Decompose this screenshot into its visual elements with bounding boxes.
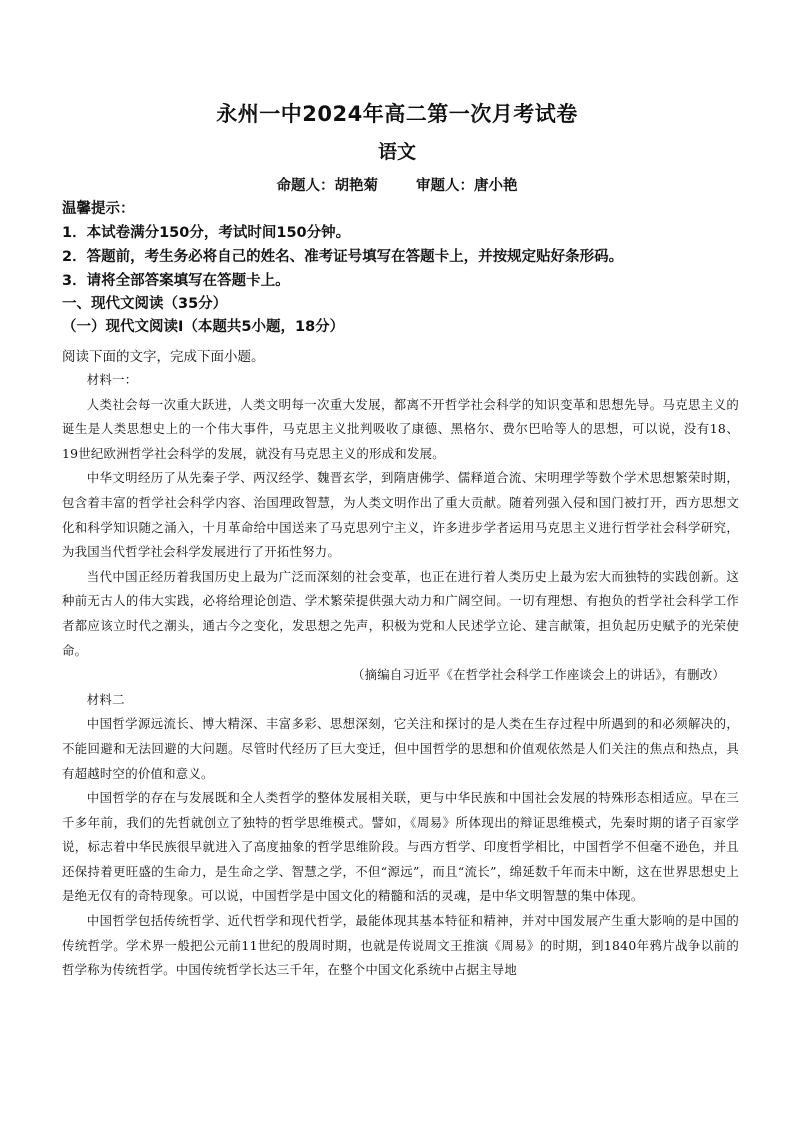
note-item: 1．本试卷满分150分，考试时间150分钟。 (62, 225, 351, 241)
reading-passage (62, 368, 739, 983)
setter-name: 命题人：胡艳菊 (276, 178, 378, 194)
exam-title: 永州一中2024年高二第一次月考试卷 (216, 102, 578, 126)
subsection-heading: （一）现代文阅读Ⅰ（本题共5小题，18分） (62, 319, 345, 335)
note-item: 3．请将全部答案填写在答题卡上。 (62, 273, 290, 289)
note-item: 2．答题前，考生务必将自己的姓名、准考证号填写在答题卡上，并按规定贴好条形码。 (62, 249, 624, 265)
section-heading: 一、现代文阅读（35分） (62, 296, 228, 312)
material-two-label: 材料二 (86, 691, 125, 707)
paragraph: 中国哲学的存在与发展既和全人类哲学的整体发展相关联，更与中华民族和中国社会发展的特殊形态相适应。早在三千多年前，我们的先哲就创立了独特的哲学思维模式。譬如，《周易》所体现出的辩证思维模式，先秦时期的诸子百家学说，标志着中华民族很早就进入了高度抽象的哲学思维阶段。与西方哲学、印度哲学相比，中国哲学不但毫不逊色，并且还保持着更旺盛的生命力，是生命之学、智慧之学，不但“源远”，而且“流长”，绵延数千年而未中断，这在世界思想史上是绝无仅有的奇特现象。可以说，中国哲学是中国文化的精髓和活的灵魂，是中华文明智慧的集中体现。 (62, 790, 739, 904)
paragraph: 中国哲学源远流长、博大精深、丰富多彩、思想深刻，它关注和探讨的是人类在生存过程中所遇到的和必须解决的，不能回避和无法回避的大问题。尽管时代经历了巨大变迁，但中国哲学的思想和价值观依然是人们关注的焦点和热点，具有超越时空的价值和意义。 (62, 716, 739, 781)
paragraph: 中华文明经历了从先秦子学、两汉经学、魏晋玄学，到隋唐佛学、儒释道合流、宋明理学等数个学术思想繁荣时期，包含着丰富的哲学社会科学内容、治国理政智慧，为人类文明作出了重大贡献。随着列强入侵和国门被打开，西方思想文化和科学知识随之涌入，十月革命给中国送来了马克思列宁主义，许多进步学者运用马克思主义进行哲学社会科学研究，为我国当代哲学社会科学发展进行了开拓性努力。 (62, 470, 739, 560)
paragraph: 人类社会每一次重大跃进，人类文明每一次重大发展，都离不开哲学社会科学的知识变革和思想先导。马克思主义的诞生是人类思想史上的一个伟大事件，马克思主义批判吸收了康德、黑格尔、费尔巴哈等人的思想，可以说，没有18、19世纪欧洲哲学社会科学的发展，就没有马克思主义的形成和发展。 (62, 396, 739, 461)
material-one-label: 材料一： (86, 372, 138, 387)
material-one-source: （摘编自习近平《在哲学社会科学工作座谈会上的讲话》，有删改） (351, 667, 725, 683)
reading-instruction: 阅读下面的文字，完成下面小题。 (62, 349, 265, 365)
subject-title: 语文 (377, 141, 416, 163)
paragraph: 中国哲学包括传统哲学、近代哲学和现代哲学，最能体现其基本特征和精神，并对中国发展产生重大影响的是中国的传统哲学。学术界一般把公元前11世纪的殷周时期，也就是传说周文王推演《周易》的时期，到1840年鸦片战争以前的哲学称为传统哲学。中国传统哲学长达三千年，在整个中国文化系统中占据主导地 (62, 913, 739, 978)
notes-heading: 温馨提示： (62, 201, 135, 217)
paragraph: 当代中国正经历着我国历史上最为广泛而深刻的社会变革，也正在进行着人类历史上最为宏大而独特的实践创新。这种前无古人的伟大实践，必将给理论创造、学术繁荣提供强大动力和广阔空间。一切有理想、有抱负的哲学社会科学工作者都应该立时代之潮头，通古今之变化，发思想之先声，积极为党和人民述学立论、建言献策，担负起历史赋予的光荣使命。 (62, 568, 739, 658)
notes-block (62, 198, 742, 339)
reviewer-name: 审题人：唐小艳 (416, 178, 518, 194)
authors-line (0, 174, 794, 195)
